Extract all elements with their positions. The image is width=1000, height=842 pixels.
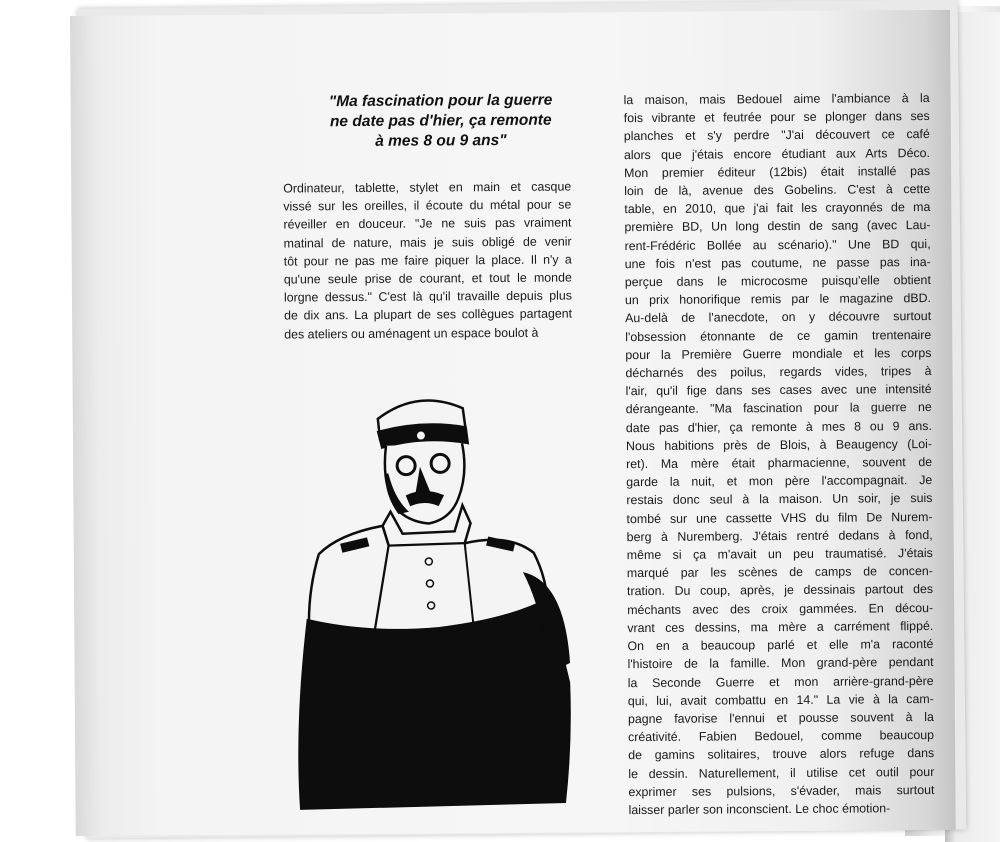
text-line: pour la Première Guerre mondiale et les corps [625, 345, 932, 362]
button [428, 602, 435, 609]
text-line: qu'une seule prise de courant, et tout le monde [283, 270, 572, 287]
right-eye-glass [431, 454, 449, 472]
button [426, 580, 433, 587]
text-line: vissé sur les oreilles, il écoute du métal pour se [283, 197, 572, 214]
text-line: restais donc seul à la maison. Un soir, je suis [626, 491, 933, 508]
text-line: marqué par les scènes de camps de concen- [626, 564, 933, 581]
soldier-illustration [278, 382, 581, 824]
text-line: perçue dans le microcosme puisqu'elle obtient [624, 273, 931, 290]
text-line: l'air, qu'il fige dans ses cases avec une intensité [625, 382, 932, 399]
text-line: matinal de nature, mais je suis obligé de venir [283, 234, 572, 251]
text-line: pagne favorise l'ennui et pousse souvent à la [627, 709, 934, 727]
left-eye-glass [397, 457, 415, 475]
text-line: laisser parler son inconscient. Le choc émotion- [628, 801, 891, 818]
text-line: des ateliers ou aménagent un espace boulot à [284, 325, 539, 342]
text-line: décharnés des poilus, regards vides, tripes à [625, 364, 932, 381]
text-line: le dessin. Naturellement, il utilise cet outil pour [628, 764, 935, 781]
right-text-column [624, 89, 935, 819]
text-line: réveiller en douceur. "Je ne suis pas vraiment [283, 215, 572, 232]
text-line: un prix honorifique remis par le magazine dBD. [624, 291, 932, 308]
left-text-column [283, 178, 572, 344]
text-line: tration. Du coup, après, je dessinais partout des [626, 582, 934, 599]
text-line: Au-delà de l'anecdote, on y découvre surtout [625, 309, 932, 326]
text-line: rent-Frédéric Bollée au scénario)." Une BD qui, [624, 236, 931, 253]
text-line: berg à Nuremberg. J'étais rentré dedans à fond, [626, 527, 933, 545]
text-line: garde la nuit, et mon père l'accompagnait. Je [626, 473, 933, 490]
text-line: vrant ces dessins, ma mère a carrément flippé. [627, 618, 934, 636]
button [425, 558, 432, 565]
text-line: exprimer ses pulsions, s'évader, mais surtout [628, 782, 935, 799]
text-line: de gamins solitaires, trouve alors refuge dans [628, 746, 935, 763]
text-line: Ordinateur, tablette, stylet en main et casque [283, 179, 572, 196]
text-line: l'histoire de la famille. Mon grand-père pendant [627, 655, 934, 672]
text-line: dérangeante. "Ma fascination pour la guerre ne [625, 400, 932, 417]
text-line: tombé sur une cassette VHS du film De Nurem- [626, 509, 933, 526]
headline-line: "Ma fascination pour la guerre [328, 91, 553, 111]
text-line: On en a beaucoup parlé et elle m'a raconté [627, 637, 934, 654]
text-line: date pas d'hier, ça remonte à mes 8 ou 9 ans. [625, 418, 932, 435]
text-line: l'obsession étonnante de ce gamin trentenaire [625, 327, 932, 344]
text-line: fois vibrante et feutrée pour se plonger dans ses [623, 109, 930, 126]
text-line: ret). Ma mère était pharmacienne, souvent de [626, 455, 933, 472]
text-line: lorgne dessus." C'est là qu'il travaille depuis plus [283, 288, 573, 305]
text-line: une fois n'est pas coutume, ne passe pas ina- [624, 254, 931, 271]
jacket-front [374, 543, 475, 634]
text-line: de dix ans. La plupart de ses collègues partagent [284, 306, 573, 323]
text-line: loin de là, avenue des Gobelins. C'est à cette [624, 182, 931, 199]
headline-line: ne date pas d'hier, ça remonte [329, 111, 552, 131]
text-line: Nous habitions près de Blois, à Beaugency (Loi- [625, 436, 933, 453]
cap-badge [416, 431, 426, 441]
text-line: qui, lui, avait combattu en 14." La vie à la cam- [627, 691, 934, 708]
text-line: créativité. Fabien Bedouel, comme beaucoup [627, 728, 935, 745]
headline-line: à mes 8 ou 9 ans" [375, 131, 507, 150]
magazine-page [70, 10, 956, 836]
text-line: la Seconde Guerre et mon arrière-grand-père [627, 673, 934, 690]
text-line: méchants avec des croix gammées. En décou- [627, 600, 934, 617]
jacket-shadow [298, 598, 571, 810]
text-line: tôt pour ne pas me faire piquer la place. Il n'y a [283, 252, 572, 269]
text-line: table, en 2010, que j'ai fait les crayonnés de ma [624, 200, 931, 217]
text-line: planches et s'y perdre "J'ai découvert ce café [623, 127, 930, 144]
text-line: la maison, mais Bedouel aime l'ambiance à la [623, 91, 930, 108]
pull-quote-headline [291, 90, 591, 152]
text-line: première BD, Un long destin de sang (avec Lau- [624, 218, 931, 235]
text-line: Mon premier éditeur (12bis) était installé pas [624, 163, 931, 180]
text-line: même si ça m'avait un peu traumatisé. J'étais [626, 546, 933, 563]
text-line: alors que j'étais encore étudiant aux Arts Déco. [623, 145, 931, 162]
